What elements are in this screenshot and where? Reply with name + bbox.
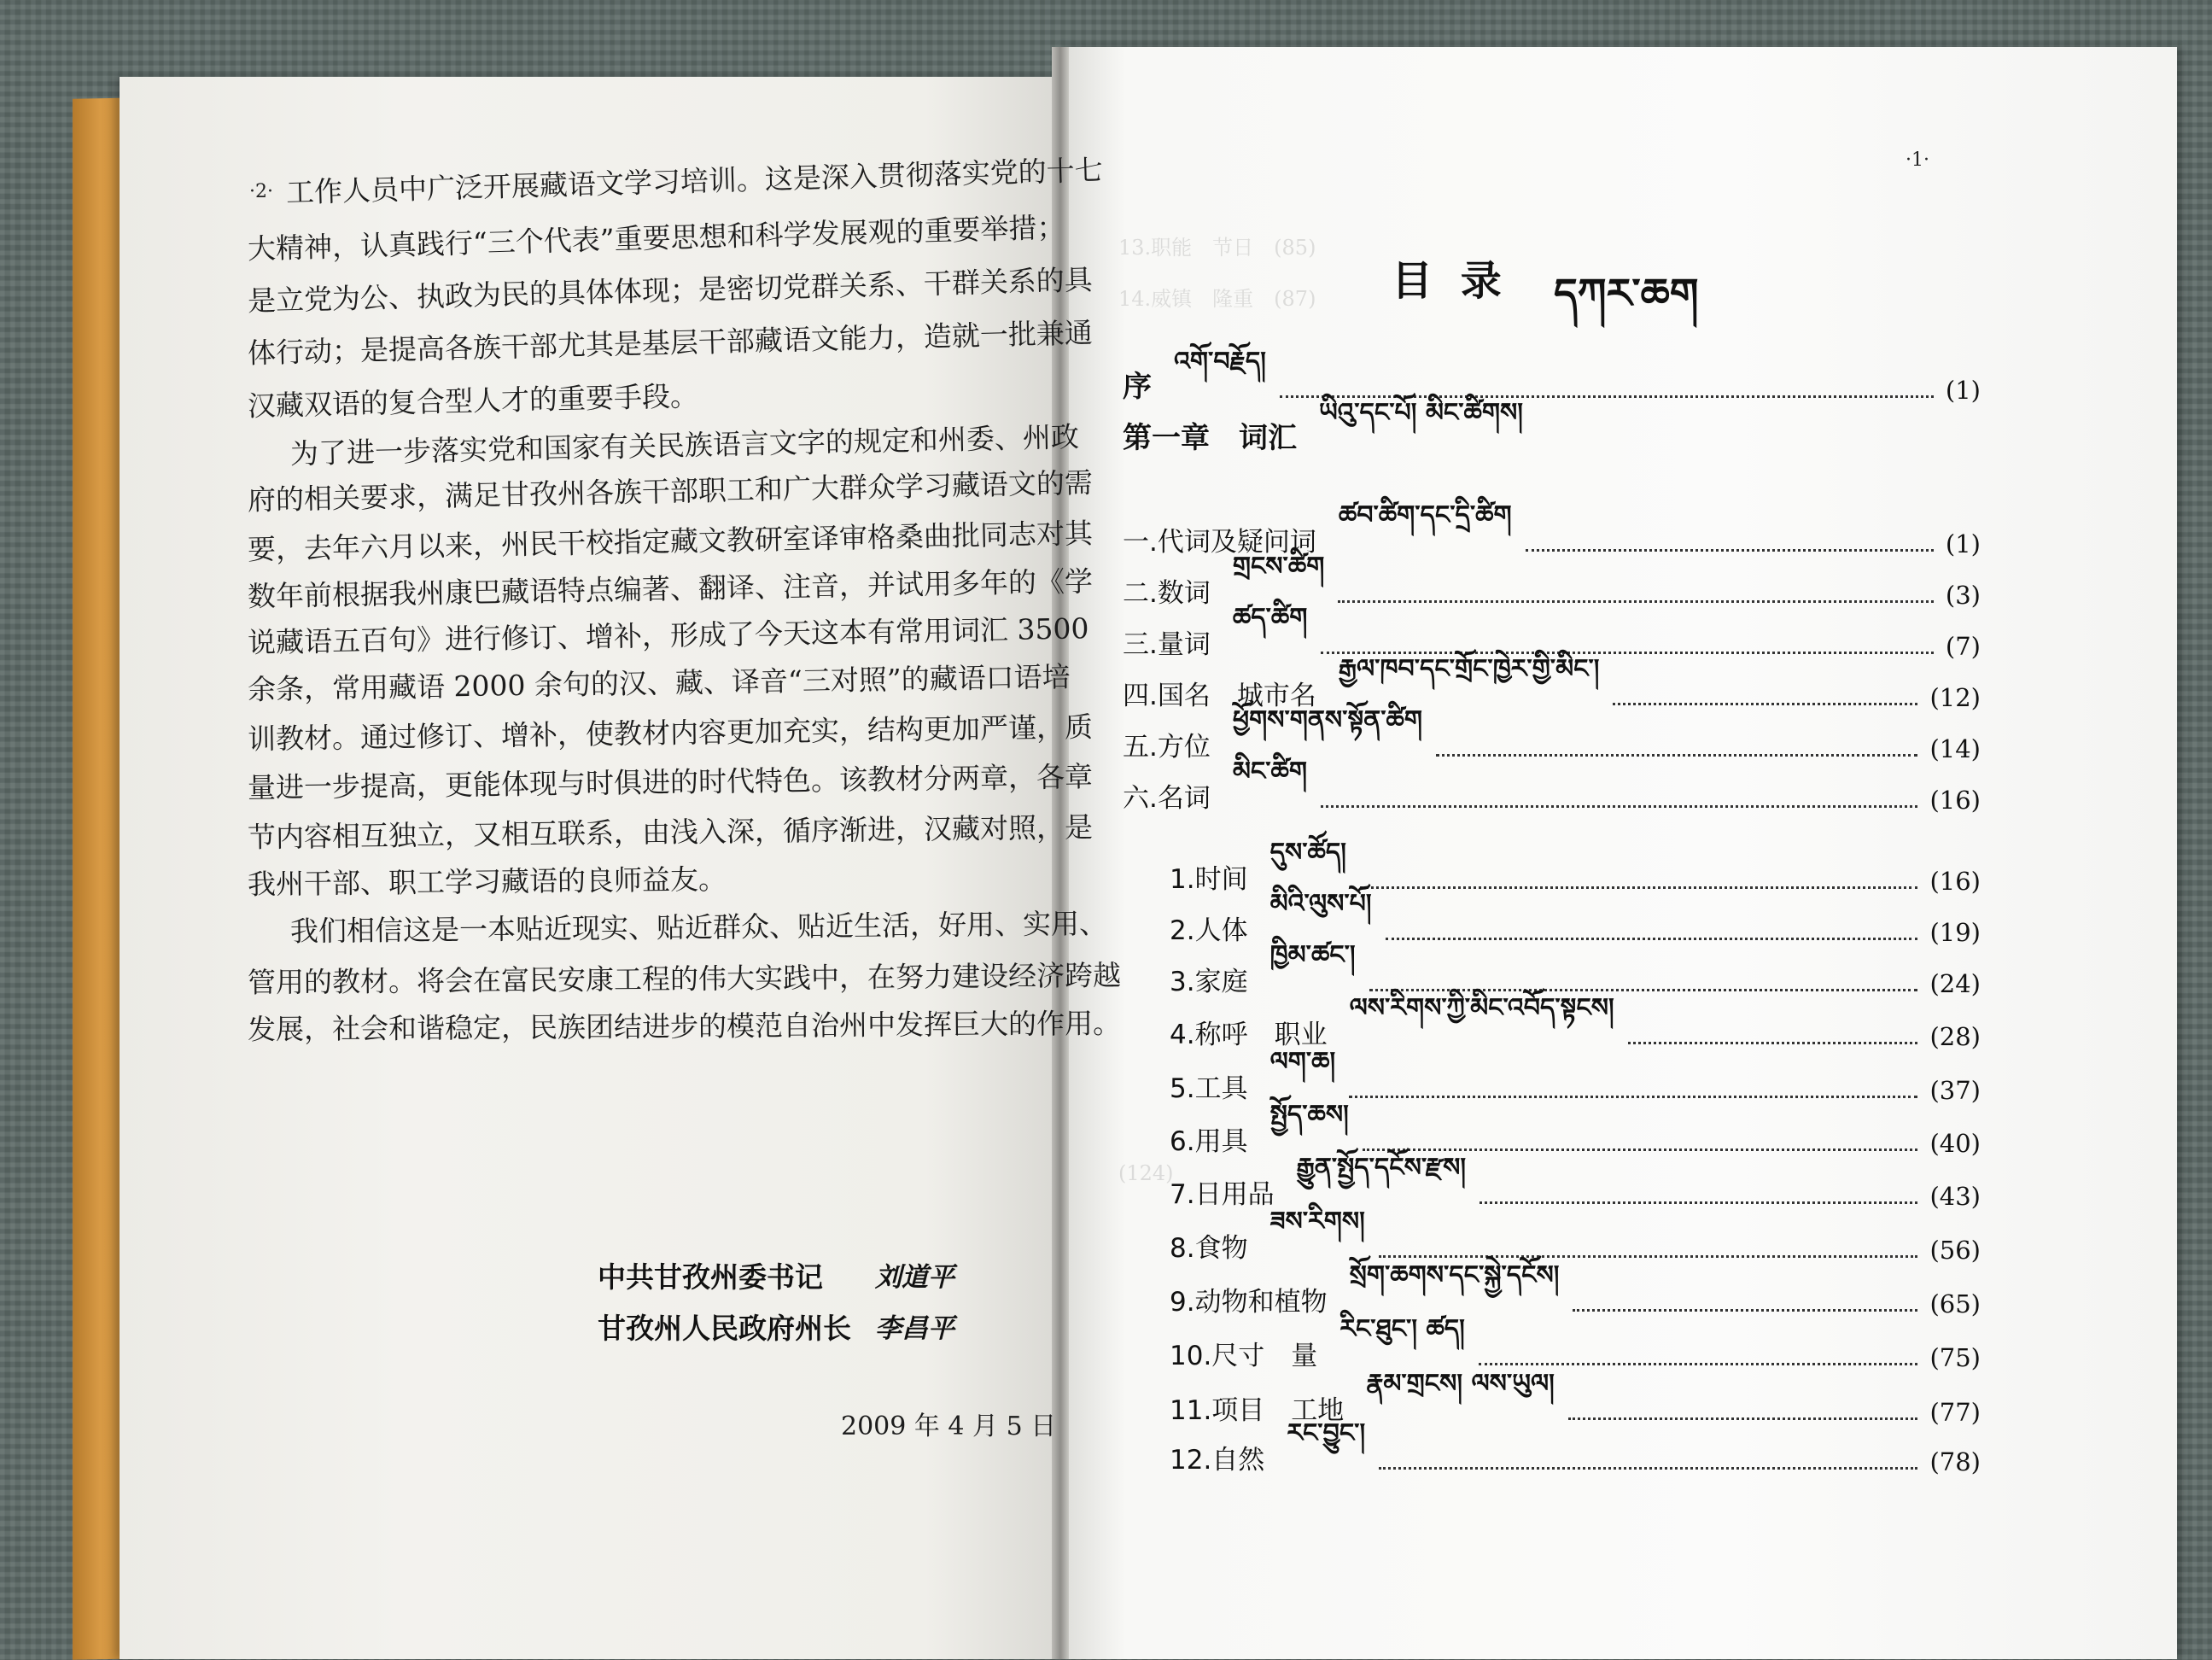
toc-entry[interactable]	[1123, 398, 1981, 456]
toc-entry-page: (16)	[1929, 867, 1981, 896]
toc-entry-label: 四.国名 城市名	[1123, 681, 1316, 711]
preface-line: 要，去年六月以来，州民干校指定藏文教研室译审格桑曲批同志对其	[247, 516, 1094, 566]
preface-line: 我们相信这是一本贴近现实、贴近群众、贴近生活，好用、实用、	[289, 906, 1108, 948]
toc-entry-label: 4.称呼 职业	[1170, 1020, 1328, 1050]
toc-leader-dots	[1379, 1467, 1917, 1470]
signature-title-2: 甘孜州人民政府州长	[598, 1312, 851, 1345]
toc-entry-tibetan: རྒྱུན་སྤྱོད་དངོས་རྫས།	[1296, 1153, 1467, 1183]
show-through-text: (124)	[1118, 1161, 1174, 1185]
toc-entry-label: 9.动物和植物	[1170, 1287, 1328, 1318]
toc-entry[interactable]	[1170, 1100, 1981, 1158]
toc-entry-label: 五.方位	[1123, 732, 1211, 763]
toc-entry-page: (14)	[1929, 734, 1981, 763]
toc-entry-label: 1.时间	[1170, 864, 1248, 895]
toc-entry-page: (7)	[1945, 632, 1981, 661]
toc-entry-label: 12.自然	[1170, 1445, 1265, 1476]
toc-entry-tibetan: མིའི་ལུས་པོ།	[1269, 889, 1372, 919]
preface-line: 量进一步提高，更能体现与时俱进的时代特色。该教材分两章，各章	[247, 759, 1094, 804]
toc-entry[interactable]	[1170, 1260, 1981, 1318]
toc-entry-page: (19)	[1929, 918, 1981, 947]
toc-entry-label: 11.项目 工地	[1170, 1395, 1345, 1426]
toc-leader-dots	[1436, 754, 1917, 757]
toc-leader-dots	[1321, 805, 1917, 808]
toc-entry-page: (77)	[1929, 1398, 1981, 1427]
toc-entry-tibetan: ཚད་ཚིག	[1232, 603, 1308, 633]
toc-entry-tibetan: ལག་ཆ།	[1269, 1047, 1336, 1077]
preface-line: 训教材。通过修订、增补，使教材内容更加充实，结构更加严谨，质	[247, 710, 1094, 756]
toc-entry-tibetan: ཚབ་ཚིག་དང་དྲི་ཚིག	[1338, 500, 1512, 530]
preface-line: 汉藏双语的复合型人才的重要手段。	[247, 378, 699, 423]
preface-line: 管用的教材。将会在富民安康工程的伟大实践中，在努力建设经济跨越	[247, 958, 1122, 999]
toc-entry[interactable]	[1123, 757, 1981, 815]
preface-line: 工作人员中广泛开展藏语文学习培训。这是深入贯彻落实党的十七	[285, 153, 1104, 209]
toc-leader-dots	[1613, 703, 1917, 705]
toc-leader-dots	[1568, 1417, 1918, 1420]
toc-entry-page: (28)	[1929, 1022, 1981, 1051]
toc-leader-dots	[1573, 1309, 1917, 1312]
preface-line: 节内容相互独立，又相互联系，由浅入深，循序渐进，汉藏对照，是	[247, 810, 1094, 854]
toc-entry-label: 一.代词及疑问词	[1123, 527, 1316, 558]
toc-entry-page: (75)	[1929, 1343, 1981, 1372]
toc-entry-label: 二.数词	[1123, 578, 1211, 609]
right-page-number: ·1·	[1906, 149, 1929, 171]
preface-line: 府的相关要求，满足甘孜州各族干部职工和广大群众学习藏语文的需	[247, 465, 1094, 517]
toc-entry-page: (65)	[1929, 1289, 1981, 1318]
toc-leader-dots	[1628, 1042, 1918, 1044]
toc-entry-label: 第一章 词汇	[1123, 421, 1297, 455]
toc-entry-label: 7.日用品	[1170, 1179, 1275, 1210]
toc-entry-page: (3)	[1945, 581, 1981, 610]
toc-entry-tibetan: ལས་རིགས་ཀྱི་མིང་འབོད་སྟངས།	[1349, 993, 1614, 1023]
toc-entry-tibetan: སྤྱོད་ཆས།	[1269, 1100, 1349, 1130]
toc-entry-tibetan: སྲོག་ཆགས་དང་སྐྱེ་དངོས།	[1349, 1260, 1560, 1290]
toc-entry-tibetan: དུས་ཚོད།	[1269, 838, 1346, 868]
toc-title: 目 录	[1392, 257, 1509, 305]
toc-entry-page: (12)	[1929, 683, 1981, 712]
toc-leader-dots	[1360, 886, 1918, 889]
toc-entry[interactable]	[1170, 1418, 1981, 1476]
toc-entry-page: (56)	[1929, 1236, 1981, 1265]
toc-entry-label: 3.家庭	[1170, 967, 1248, 997]
preface-line: 说藏语五百句》进行修订、增补，形成了今天这本有常用词汇 3500	[247, 611, 1089, 659]
toc-entry-page: (24)	[1929, 969, 1981, 998]
toc-leader-dots	[1526, 549, 1934, 552]
toc-entry[interactable]	[1123, 347, 1981, 405]
left-page-number: ·2·	[249, 181, 273, 202]
toc-entry-tibetan: མིང་ཚིག	[1232, 757, 1308, 786]
preface-date: 2009 年 4 月 5 日	[841, 1412, 1057, 1441]
preface-line: 为了进一步落实党和国家有关民族语言文字的规定和州委、州政	[289, 419, 1080, 471]
toc-entry-label: 六.名词	[1123, 783, 1211, 814]
preface-line: 我州干部、职工学习藏语的良师益友。	[247, 862, 727, 901]
toc-title-tibetan: དཀར་ཆག	[1554, 270, 1699, 318]
toc-entry-label: 10.尺寸 量	[1170, 1341, 1318, 1371]
toc-entry-page: (40)	[1929, 1129, 1981, 1158]
toc-entry-tibetan: རང་བྱུང་།	[1287, 1418, 1366, 1448]
toc-entry-label: 5.工具	[1170, 1073, 1248, 1104]
toc-leader-dots	[1386, 938, 1918, 940]
toc-leader-dots	[1480, 1201, 1917, 1204]
toc-entry-tibetan: ཟས་རིགས།	[1269, 1207, 1365, 1236]
toc-entry-tibetan: གྲངས་ཚིག	[1232, 552, 1325, 582]
signature-name-2: 李昌平	[875, 1313, 954, 1344]
toc-entry-tibetan: ཕྱོགས་གནས་སྟོན་ཚིག	[1232, 705, 1422, 735]
toc-entry-label: 三.量词	[1123, 629, 1211, 660]
toc-leader-dots	[1338, 600, 1934, 603]
preface-line: 大精神，认真践行“三个代表”重要思想和科学发展观的重要举措；	[247, 210, 1065, 266]
toc-entry-label: 8.食物	[1170, 1233, 1248, 1264]
preface-line: 体行动；是提高各族干部尤其是基层干部藏语文能力，造就一批兼通	[247, 315, 1094, 370]
toc-entry-page: (78)	[1929, 1447, 1981, 1476]
preface-line: 是立党为公、执政为民的具体体现；是密切党群关系、干群关系的具	[247, 262, 1094, 318]
toc-entry-page: (43)	[1929, 1182, 1981, 1211]
toc-entry-tibetan: རྣམ་གྲངས། ལས་ཡུལ།	[1366, 1369, 1555, 1399]
toc-entry-label: 序	[1123, 370, 1152, 404]
show-through-text: 13.职能 节日 (85)	[1118, 236, 1316, 260]
toc-entry-page: (16)	[1929, 786, 1981, 815]
toc-entry-page: (37)	[1929, 1076, 1981, 1105]
signature-title-1: 中共甘孜州委书记	[598, 1260, 823, 1294]
toc-entry-tibetan: རིང་ཐུང་། ཚད།	[1339, 1314, 1465, 1344]
toc-entry-page: (1)	[1945, 376, 1981, 405]
toc-entry[interactable]	[1170, 1314, 1981, 1372]
toc-entry-tibetan: རྒྱལ་ཁབ་དང་གྲོང་ཁྱེར་གྱི་མིང་།	[1338, 654, 1600, 684]
preface-line: 数年前根据我州康巴藏语特点编著、翻译、注音，并试用多年的《学	[247, 564, 1094, 613]
toc-entry-page: (1)	[1945, 529, 1981, 558]
toc-leader-dots	[1349, 1096, 1917, 1098]
signature-name-1: 刘道平	[875, 1262, 954, 1293]
toc-entry[interactable]	[1170, 1207, 1981, 1265]
show-through-text: 14.威镇 隆重 (87)	[1118, 287, 1316, 311]
toc-entry-tibetan: འགོ་བརྗོད།	[1174, 347, 1266, 377]
toc-entry-label: 6.用具	[1170, 1126, 1248, 1157]
preface-line: 发展，社会和谐稳定，民族团结进步的模范自治州中发挥巨大的作用。	[247, 1006, 1122, 1046]
preface-line: 余条，常用藏语 2000 余句的汉、藏、译音“三对照”的藏语口语培	[247, 659, 1071, 706]
toc-entry-label: 2.人体	[1170, 915, 1248, 946]
toc-entry-tibetan: ཁྱིམ་ཚང་།	[1269, 940, 1356, 970]
toc-entry-tibetan: ཡིའུ་དང་པོ། མིང་ཚིགས།	[1319, 398, 1523, 428]
